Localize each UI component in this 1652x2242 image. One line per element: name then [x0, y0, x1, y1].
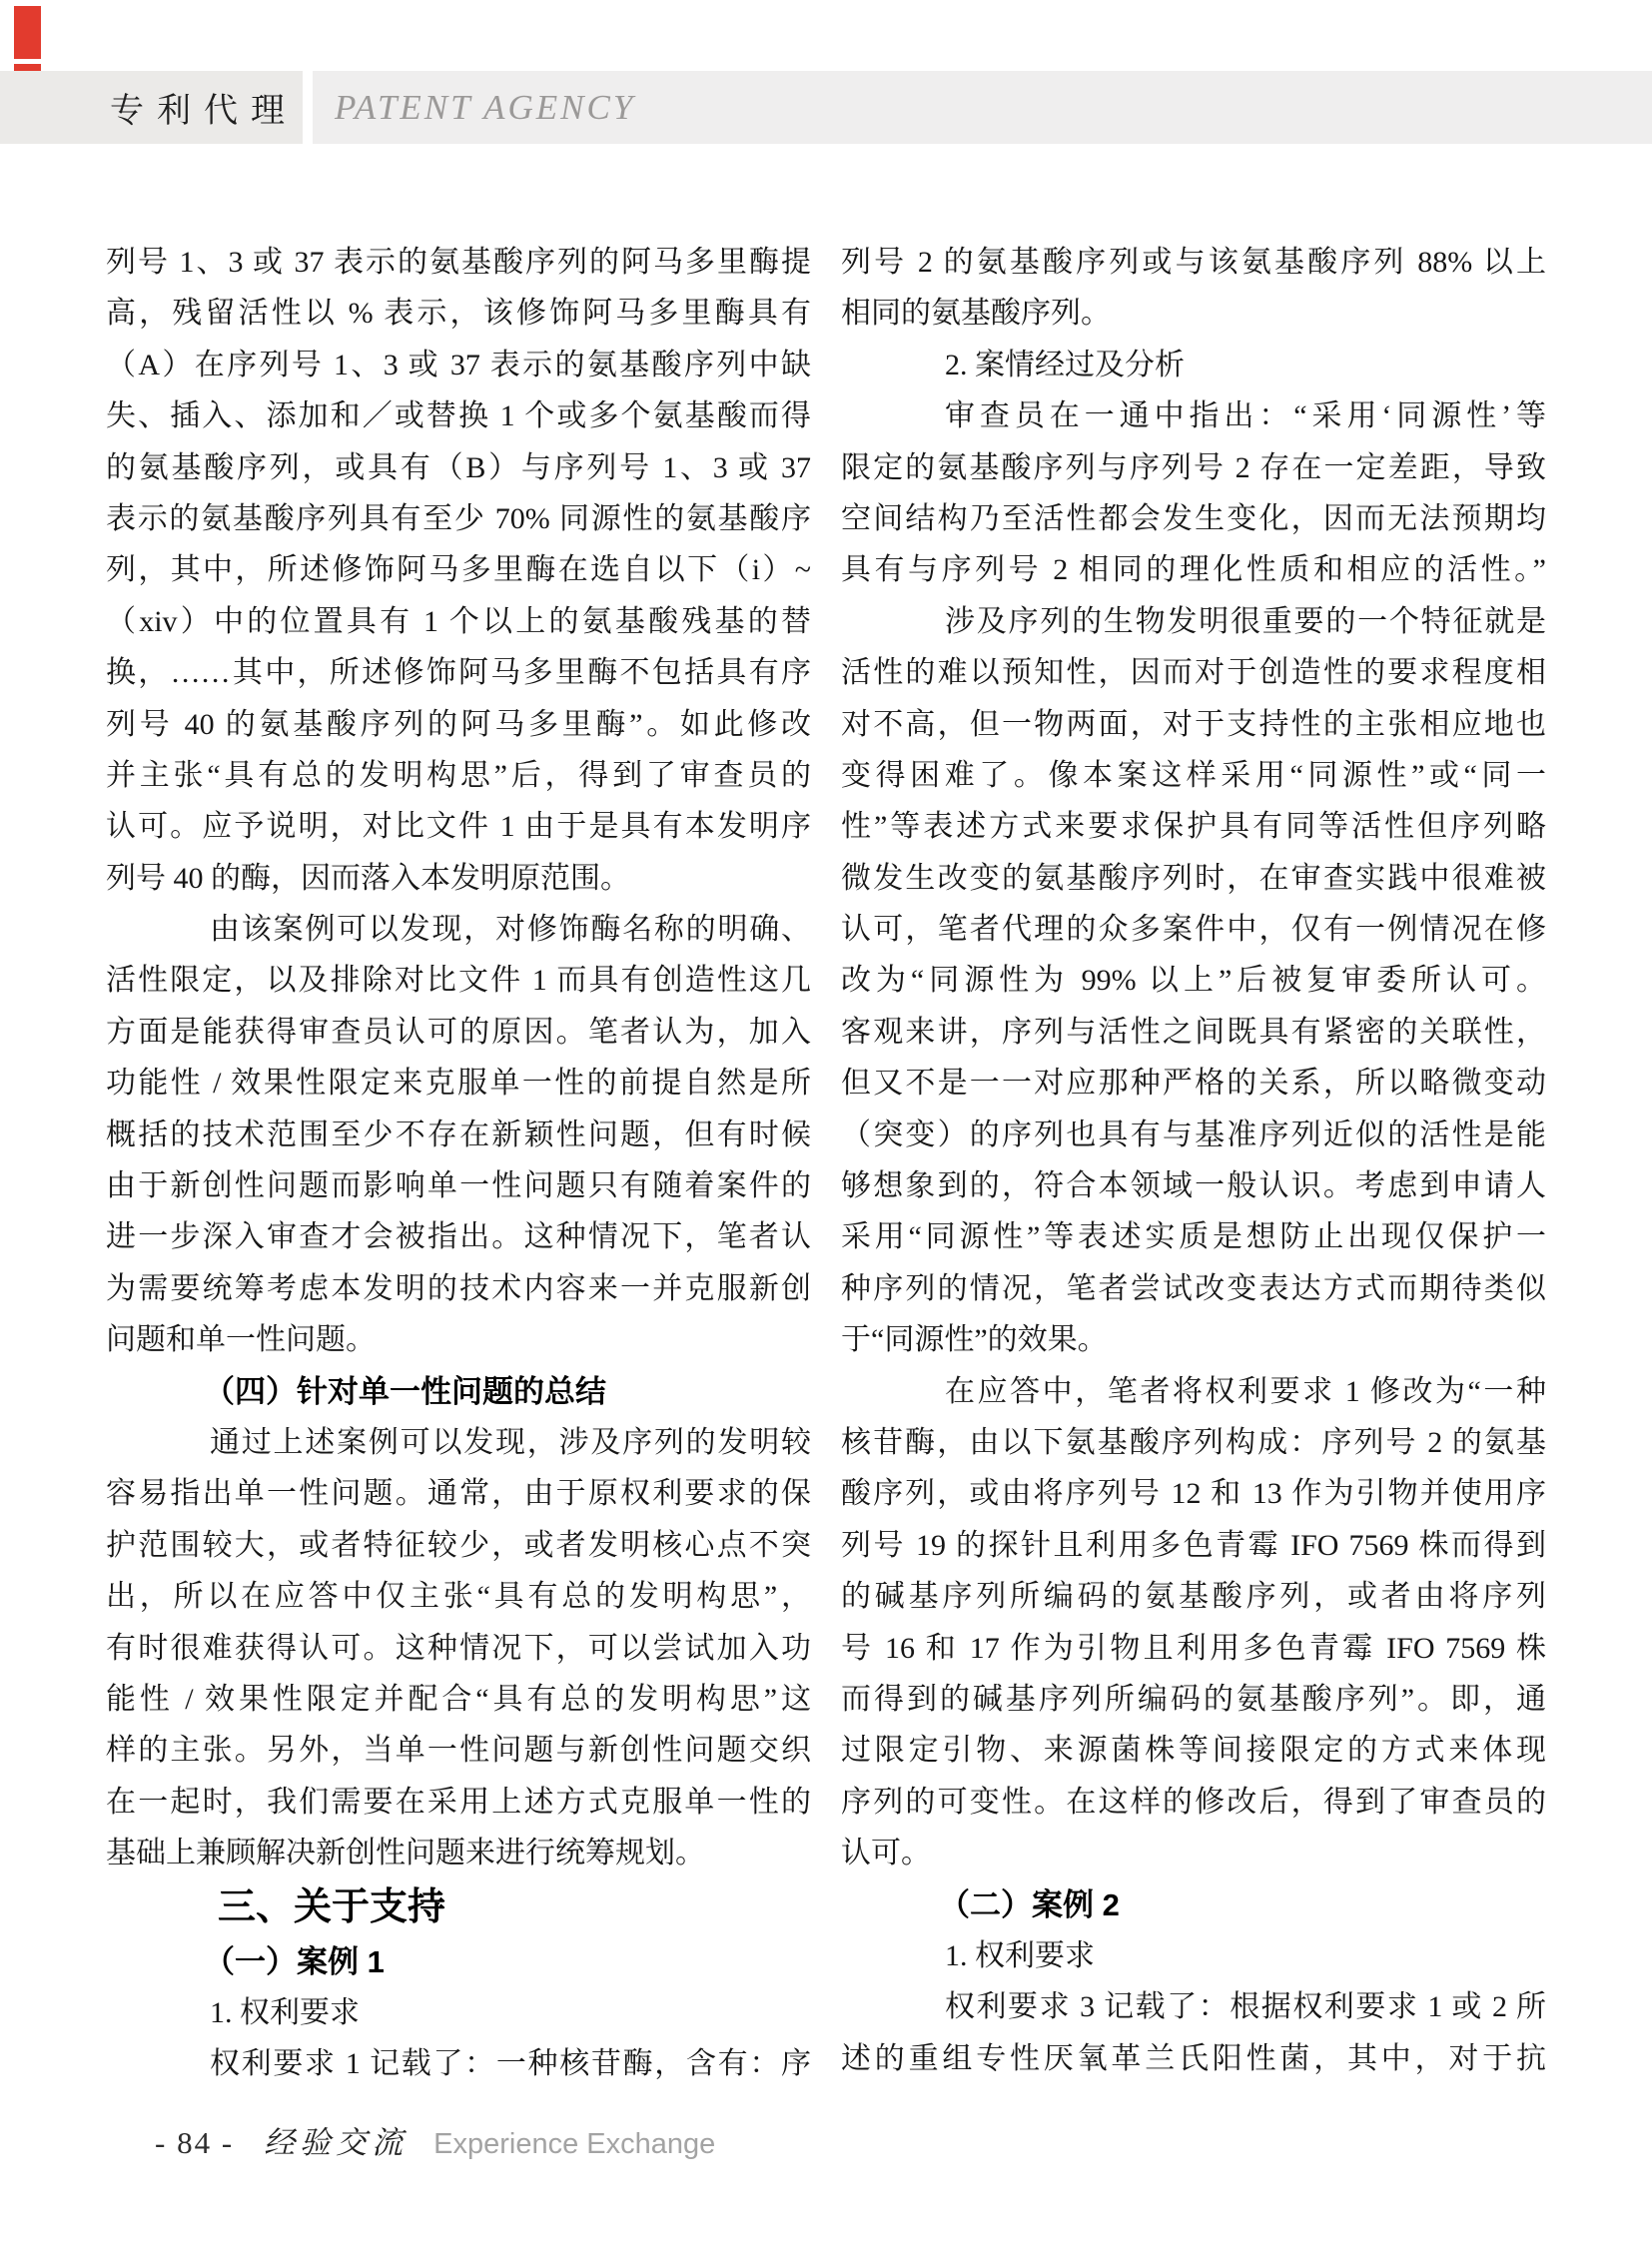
text-line: 由于新创性问题而影响单一性问题只有随着案件的 — [106, 1169, 811, 1203]
text-line: 护范围较大，或者特征较少，或者发明核心点不突 — [106, 1528, 811, 1562]
text-line: 而得到的碱基序列所编码的氨基酸序列”。即，通 — [841, 1682, 1546, 1716]
journal-title-en: PATENT AGENCY — [335, 87, 636, 127]
corner-accent-mark-top — [14, 6, 41, 59]
text-line: 能性 / 效果性限定并配合“具有总的发明构思”这 — [106, 1682, 811, 1716]
text-line: 采用“同源性”等表述实质是想防止出现仅保护一 — [841, 1220, 1546, 1254]
text-line: 微发生改变的氨基酸序列时，在审查实践中很难被 — [841, 861, 1546, 895]
text-line: 为需要统筹考虑本发明的技术内容来一并克服新创 — [106, 1271, 811, 1305]
text-line: 认可。 — [841, 1837, 931, 1870]
text-line: 列，其中，所述修饰阿马多里酶在选自以下（i）~ — [106, 553, 811, 587]
text-line: 核苷酶，由以下氨基酸序列构成：序列号 2 的氨基 — [841, 1425, 1546, 1459]
text-line: 列号 19 的探针且利用多色青霉 IFO 7569 株而得到 — [841, 1528, 1546, 1562]
text-line: 出，所以在应答中仅主张“具有总的发明构思”， — [106, 1580, 811, 1614]
text-line: 进一步深入审查才会被指出。这种情况下，笔者认 — [106, 1220, 811, 1254]
text-line: （突变）的序列也具有与基准序列近似的活性是能 — [841, 1118, 1546, 1151]
text-line: 具有与序列号 2 相同的理化性质和相应的活性。” — [841, 553, 1546, 587]
text-line: （xiv）中的位置具有 1 个以上的氨基酸残基的替 — [106, 604, 811, 638]
page-footer — [155, 2117, 715, 2162]
text-line: 序列的可变性。在这样的修改后，得到了审查员的 — [841, 1785, 1546, 1819]
header-band-cn — [0, 71, 303, 144]
text-line: 基础上兼顾解决新创性问题来进行统筹规划。 — [106, 1837, 705, 1870]
text-line: 空间结构乃至活性都会发生变化，因而无法预期均 — [841, 501, 1546, 535]
text-line: （A）在序列号 1、3 或 37 表示的氨基酸序列中缺 — [106, 348, 811, 381]
text-line: 功能性 / 效果性限定来克服单一性的前提自然是所 — [106, 1067, 811, 1101]
text-line: 问题和单一性问题。 — [106, 1323, 376, 1357]
text-line: 够想象到的，符合本领域一般认识。考虑到申请人 — [841, 1169, 1546, 1203]
subsection-label: 1. 权利要求 — [210, 1995, 360, 2029]
subsection-label: 2. 案情经过及分析 — [945, 348, 1185, 381]
text-line: 但又不是一一对应那种严格的关系，所以略微变动 — [841, 1067, 1546, 1101]
text-line: 过限定引物、来源菌株等间接限定的方式来体现 — [841, 1734, 1546, 1768]
text-line: 由该案例可以发现，对修饰酶名称的明确、 — [210, 913, 811, 947]
page-number: - 84 - — [155, 2125, 235, 2160]
text-line: 表示的氨基酸序列具有至少 70% 同源性的氨基酸序 — [106, 501, 811, 535]
text-line: 在一起时，我们需要在采用上述方式克服单一性的 — [106, 1785, 811, 1819]
text-line: 认可，笔者代理的众多案件中，仅有一例情况在修 — [841, 913, 1546, 947]
text-line: 的碱基序列所编码的氨基酸序列，或者由将序列 — [841, 1580, 1546, 1614]
section-heading: （二）案例 2 — [939, 1886, 1120, 1922]
text-line: 限定的氨基酸序列与序列号 2 存在一定差距，导致 — [841, 450, 1546, 484]
text-line: 认可。应予说明，对比文件 1 由于是具有本发明序 — [106, 810, 811, 844]
text-line: 列号 40 的氨基酸序列的阿马多里酶”。如此修改 — [106, 707, 811, 741]
footer-section-title-en: Experience Exchange — [433, 2128, 716, 2160]
text-line: 相同的氨基酸序列。 — [841, 297, 1111, 331]
text-line: 概括的技术范围至少不存在新颖性问题，但有时候 — [106, 1118, 811, 1151]
left-text-column — [106, 237, 811, 2090]
text-line: 样的主张。另外，当单一性问题与新创性问题交织 — [106, 1734, 811, 1768]
text-line: 号 16 和 17 作为引物且利用多色青霉 IFO 7569 株 — [841, 1631, 1546, 1665]
header-band-en — [313, 71, 1652, 144]
text-line: 并主张“具有总的发明构思”后，得到了审查员的 — [106, 758, 811, 792]
text-line: 有时很难获得认可。这种情况下，可以尝试加入功 — [106, 1631, 811, 1665]
section-heading: （四）针对单一性问题的总结 — [204, 1373, 606, 1409]
text-line: 审查员在一通中指出：“采用‘同源性’等 — [945, 399, 1546, 433]
text-line: 对不高，但一物两面，对于支持性的主张相应地也 — [841, 707, 1546, 741]
text-line: 的氨基酸序列，或具有（B）与序列号 1、3 或 37 — [106, 450, 811, 484]
text-line: 于“同源性”的效果。 — [841, 1323, 1108, 1357]
text-line: 性”等表述方式来要求保护具有同等活性但序列略 — [841, 810, 1546, 844]
text-line: 容易指出单一性问题。通常，由于原权利要求的保 — [106, 1477, 811, 1511]
subsection-label: 1. 权利要求 — [945, 1938, 1095, 1972]
journal-title-cn: 专利代理 — [110, 92, 298, 130]
text-line: 在应答中，笔者将权利要求 1 修改为“一种 — [945, 1374, 1546, 1408]
text-line: 权利要求 3 记载了：根据权利要求 1 或 2 所 — [945, 1990, 1546, 2024]
right-text-column — [841, 237, 1546, 2084]
text-line: 活性的难以预知性，因而对于创造性的要求程度相 — [841, 656, 1546, 690]
text-line: 酸序列，或由将序列号 12 和 13 作为引物并使用序 — [841, 1477, 1546, 1511]
text-line: 客观来讲，序列与活性之间既具有紧密的关联性， — [841, 1015, 1546, 1049]
text-line: 列号 2 的氨基酸序列或与该氨基酸序列 88% 以上 — [841, 246, 1546, 279]
text-line: 高，残留活性以 % 表示，该修饰阿马多里酶具有 — [106, 297, 811, 331]
text-line: 通过上述案例可以发现，涉及序列的发明较 — [210, 1425, 811, 1459]
text-line: 列号 1、3 或 37 表示的氨基酸序列的阿马多里酶提 — [106, 246, 811, 279]
text-line: 失、插入、添加和／或替换 1 个或多个氨基酸而得 — [106, 399, 811, 433]
footer-section-title-cn: 经验交流 — [264, 2125, 409, 2160]
text-line: 变得困难了。像本案这样采用“同源性”或“同一 — [841, 758, 1546, 792]
text-line: 述的重组专性厌氧革兰氏阳性菌，其中，对于抗 — [841, 2041, 1546, 2075]
text-line: 方面是能获得审查员认可的原因。笔者认为，加入 — [106, 1015, 811, 1049]
text-line: 种序列的情况，笔者尝试改变表达方式而期待类似 — [841, 1271, 1546, 1305]
text-line: 换，……其中，所述修饰阿马多里酶不包括具有序 — [106, 656, 811, 690]
section-heading: （一）案例 1 — [204, 1943, 385, 1979]
text-line: 列号 40 的酶，因而落入本发明原范围。 — [106, 861, 630, 895]
text-line: 权利要求 1 记载了：一种核苷酶，含有：序 — [210, 2047, 811, 2081]
text-line: 涉及序列的生物发明很重要的一个特征就是 — [945, 604, 1546, 638]
section-heading: 三、关于支持 — [218, 1885, 446, 1928]
text-line: 改为“同源性为 99% 以上”后被复审委所认可。 — [841, 964, 1546, 998]
text-line: 活性限定，以及排除对比文件 1 而具有创造性这几 — [106, 964, 811, 998]
